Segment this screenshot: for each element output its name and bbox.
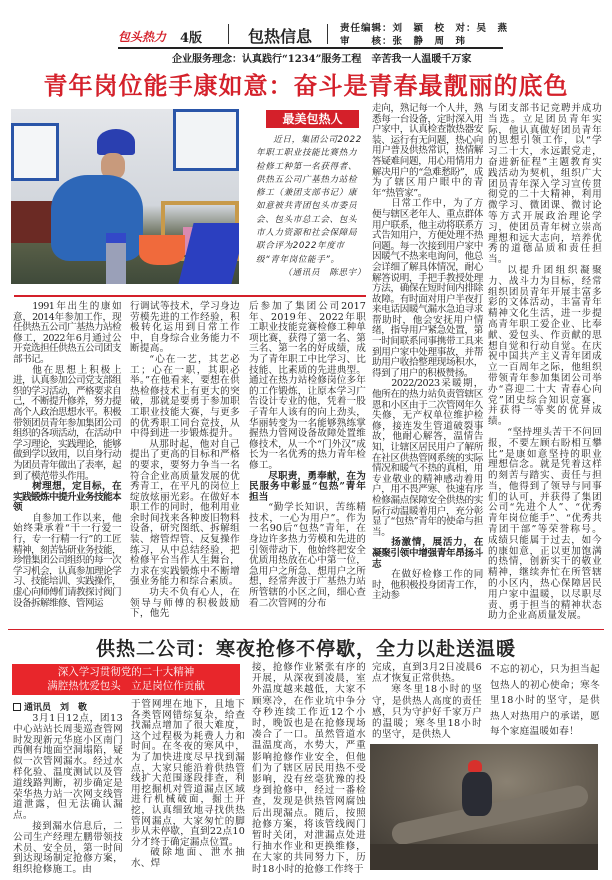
paragraph: 3月1日12点，团13中心站站长周斐巡查管网时发现新元华庭小区南门西侧有地面空洞塌陷，疑似一次管网漏水。经过水样化验、温度测试以及管道线路判断，初步确定是荣华热力站一次网支线管道泄露，但无法确认漏点。 [13,713,123,822]
article2-col [490,662,600,740]
paragraph: 以提升团组织凝聚力、战斗力为目标，经常组织团员青年开展丰富多彩的文体活动，丰富青年精神文化生活，进一步提高青年职工爱企业、比奉献、爱包头、作贡献的思想自觉和行动自觉。在庆祝中国共产主义青年团成立一百周年之际，他组织带领青年参加集团公司举办“喜迎二十大 青春心向党”团史综合知识竞赛，并获得一等奖的优异成绩。 [488,264,602,428]
square-bullet-icon [13,703,21,711]
paragraph: 寒冬里18小时的坚守，是供热人高度的责任感，只为守护好千家万户的温暖；寒冬里18小时的坚守，是供热人 [372,684,482,741]
worker-figure [462,772,492,816]
paragraph: 于管网埋在地下，且地下各类管网错综复杂，给查找漏点增加了很大难度，这个过程极为耗费人力和时间。在冬夜的寒风中，为了加快进度尽早找到漏点，大家只能沿着供热管线扩大范围逐段排查，利用挖掘机对管道漏点区域进行机械破面，掘土开挖，认真细致地寻找供热管网漏点，大家匆忙的脚步从未停歇，直到22点10分才终于确定漏点位置。 [131,699,245,848]
article1-col [130,302,240,620]
service-motto: 企业服务理念：认真践行“1234”服务工程 辛苦我一人温暖千万家 [172,54,472,65]
subheading: 扬激情，展活力，在凝聚引领中增强青年昂扬斗志 [372,537,483,570]
article1-intro-box [256,134,366,280]
paragraph: 破除地面、泄水抽水、焊 [131,847,245,869]
paragraph: 与团支部书记竞聘并成功当选。立足团员青年实际，他认真做好团员青年的思想引领工作，以“学习二十大，永远跟党走，奋进新征程”主题教育实践活动为契机，组织广大团员青年深入学习宣传贯彻党的二十大精神，利用微学习、微团课、微讨论等方式开展政治理论学习，使团员青年树立崇高理想和远大志向，培养优秀的道德品质和责任担当。 [488,103,602,266]
paragraph: “心在一艺，其艺必工；心在一职，其职必举。”在他看来，要想在供热检修技术上有更大的突破，那就是要勇于参加职工职业技能大赛，与更多的优秀职工同台竞技，从中得到进一步锻炼提升。 [130,353,240,440]
repair-photo [370,744,598,870]
article1-headline: 青年岗位能手康如意：奋斗是青春最靓丽的底色 [43,71,569,100]
paragraph: 完成，直到3月2日凌晨6点才恢复正常供热。 [372,662,482,685]
worker-body [51,175,143,261]
subheading: 树理想，定目标，在实践锻炼中提升业务技能本领 [13,481,121,514]
ground [370,844,598,870]
edition-number: 4版 [180,31,203,46]
masthead-rule [118,47,503,49]
theme-banner [12,664,240,695]
divider [228,24,229,44]
paragraph: 他在思想上积极上进，认真参加公司党支部组织的学习活动，严格要求自己，不断提升修养，努力提高个人政治思想水平。积极带领团员青年参加集团公司组织的各项活动，在活动中学习理论，实践理论，能够做到学以致用，以自身行动为团员青年做出了表率，起到了模范带头作用。 [13,364,121,482]
subheading: 尽职责，勇奉献，在为民服务中彰显“包热”青年担当 [249,470,366,503]
banner-line: 深入学习贯彻党的二十大精神 [57,666,195,678]
article1-col [488,104,602,622]
editors-line: 审 核：张 静 周 玮 [340,36,467,47]
paragraph: 2022/2023采暖期，他所在的热力站负责管辖区恩和小区由于二次管网年久失修，无产权单位维护检修，接连发生管道破裂事故，他耐心解答，温情告知，让辖区居民用户了解所在社区供热管网系统的实际情况和暖气不热的真相，用专业敬业的精神感动着用户，用不畏严寒、快速有序检修漏点保障安全供热的实际行动温暖着用户，充分彰显了“包热”青年的使命与担当。 [372,378,483,538]
section-rule [14,295,366,297]
paragraph: 功夫不负有心人，在领导与师傅的积极鼓励下，他先 [130,587,240,620]
worker-photo [11,109,239,284]
window-left [11,123,59,181]
editors-line: 责任编辑：刘 颖 校 对：吴 燕 [340,23,509,34]
paragraph: 接，抢修作业紧张有序的开展，从深夜到凌晨，室外温度越来越低，大家不顾寒冷，在作业坑中争分夺秒连续工作近12个小时，晚饭也是在抢修现场凑合了一口。虽然管道水温温度高，水势大，严重影响抢修作业安全，但他们为了辖区居民用热不受影响，没有丝毫犹豫的投身到抢修中，经过一番检查，发现是供热管网腐蚀后出现漏点。随后，按照抢修方案，将该管线阀门暂时关闭，对泄漏点处进行抽水作业和更换维修，在大家的共同努力下，历时18小时的抢修工作终于 [252,662,366,875]
paragraph: 从那时起，他对自己提出了更高的目标和严格的要求，要努力争当一名符合企业高质量发展的优秀青工，在平凡的岗位上绽放炫丽光彩。在做好本职工作的同时，他利用业余时间找来各种废旧物料设备，研究图纸、拆解组装、熔管焊管、反复操作练习，从中总结经验，把检修平台当作人生舞台，力求在实践锻炼中不断增强业务能力和综合素质。 [130,438,240,588]
paragraph: “勤学长知识，苦练精技术，一心为用户”。作为一名90后“包热”青年，在身边许多热力劳模和先进的引领带动下，他始终把安全优质用热放在心中第一位，急用户之所急、想用户之所想，经常奔波于广基热力站所管辖的小区之间，细心查看二次管网的分布 [249,502,366,609]
paragraph: 后参加了集团公司2017年、2019年、2022年职工职业技能竞赛检修工种单项比赛，获得了第一名、第三名、第一名的好成绩，成为了青年职工中比学习、比技能、比素质的先进典型。通过在热力站检修岗位多年的工作锻炼，让原本学习广告设计专业的他，凭着一股子青年人该有的向上劲头，华丽转变为一名能够熟练掌握热力管网设备故障处置维修技术，从一个“门外汉”成长为一名优秀的热力青年检修工。 [249,301,366,471]
byline [13,700,87,713]
article2-col [13,714,123,876]
helmet [97,129,135,155]
article1-col [13,302,121,609]
helmet [468,760,482,772]
paragraph: 走向，熟记每一个人井，熟悉每一台设备，定时深入用户家中，认真检查散热器安装、运行有无问题，热心向用户普及供热常识，热情解答疑难问题，用心用情用力解决用户的“急难愁盼”，成为了辖区用户眼中的青年“热管家”。 [372,103,483,199]
article1-intro: 近日，集团公司2022年职工职业技能比赛热力检修工种第一名获得者、供热五公司广基热力站检修工（兼团支部书记）康如意被共青团包头市委员会、包头市总工会、包头市人力资源和社会保障局联合评为2022年度市级“青年岗位能手”。 [256,135,362,265]
paragraph: “坚持埋头苦干不问回报，不要左顾右盼相互攀比”是康如意坚持的职业理想信念。就是凭着这样的刻苦与踏实、责任与担当，他得到了领导与同事们的认可，并获得了集团公司“先进个人”、“优秀青年岗位能手”、“优秀共青团干部”等荣誉称号。成绩只能属于过去，如今的康如意，正以更加饱满的热情，创新实干的敬业精神，继续奔忙在所管辖的小区内，热心保障居民用户家中温暖，以尽职尽责、勇于担当的精神状态助力企业高质量发展。 [488,426,602,622]
article2-col [252,662,366,875]
banner-line: 满腔热忱爱包头 立足岗位作贡献 [47,680,205,692]
paragraph: 在做好检修工作的同时，他积极投身团青工作，主动参 [372,569,483,602]
divider [327,24,328,44]
section-title: 包热信息 [248,27,313,46]
paragraph: 日常工作中，为了方便与辖区老年人、重点群体用户联系，他主动将联系方式告知用户，方便处理不热问题。每一次接到用户家中因暖气不热来电询问，他总会详细了解具体情况，耐心解答说明，手把手教授处理方法，确保在短时间内排除故障。有时面对用户半夜打来电话因暖气漏水急迫寻求帮助时，他会安抚用户情绪，指导用户紧急处置，第一时间联系同事携带工具来到用户家中处理事故，并帮助用户收拾整理现场积水，得到了用户的积极赞扬。 [372,198,483,379]
spray-can [106,233,126,284]
editors-info [340,22,508,48]
article1-col [372,104,483,602]
article2-col [372,662,482,740]
paragraph: 不忘的初心，只为担当起包热人的初心使命；寒冬里18小时的坚守，是供热人对热用户的承诺，愿每个家庭温暖如春！ [490,664,600,738]
byline-text: 通讯员 刘 敬 [24,703,88,713]
paragraph: 1991年出生的康如意，2014年参加工作，现任供热五公司广基热力站检修工，2022年6月通过公开竞选担任供热五公司团支部书记。 [13,301,121,365]
window-right [173,109,239,171]
article1-col [249,302,366,609]
paragraph: 行调试等技术，学习身边劳模先进的工作经验，积极转化运用到日常工作中，自身综合业务能力不断提高。 [130,301,240,355]
intro-credit: （通讯员 陈思宇） [283,267,366,278]
brand-logo: 包头热力 [118,30,167,44]
article2-col [131,700,245,870]
paragraph: 自参加工作以来，他始终秉承着“干一行爱一行，专一行精一行”的工匠精神，刻苦钻研业务技能，珍惜集团公司组织的每一次学习机会，认真参加理论学习、技能培训、实践操作，虚心向师傅们请教探讨阀门设备拆解维修、管网运 [13,512,121,609]
article2-headline: 供热二公司：寒夜抢修不停歇，全力以赴送温暖 [95,638,516,660]
column-box-title: 最美包热人 [266,110,359,128]
orange-basin [139,235,185,265]
paragraph: 接到漏水信息后，二公司生产经理左鹏带领技术员、安全员，第一时间到达现场制定抢修方案，组织抢修施工。由 [13,820,123,876]
section-rule [8,629,604,630]
